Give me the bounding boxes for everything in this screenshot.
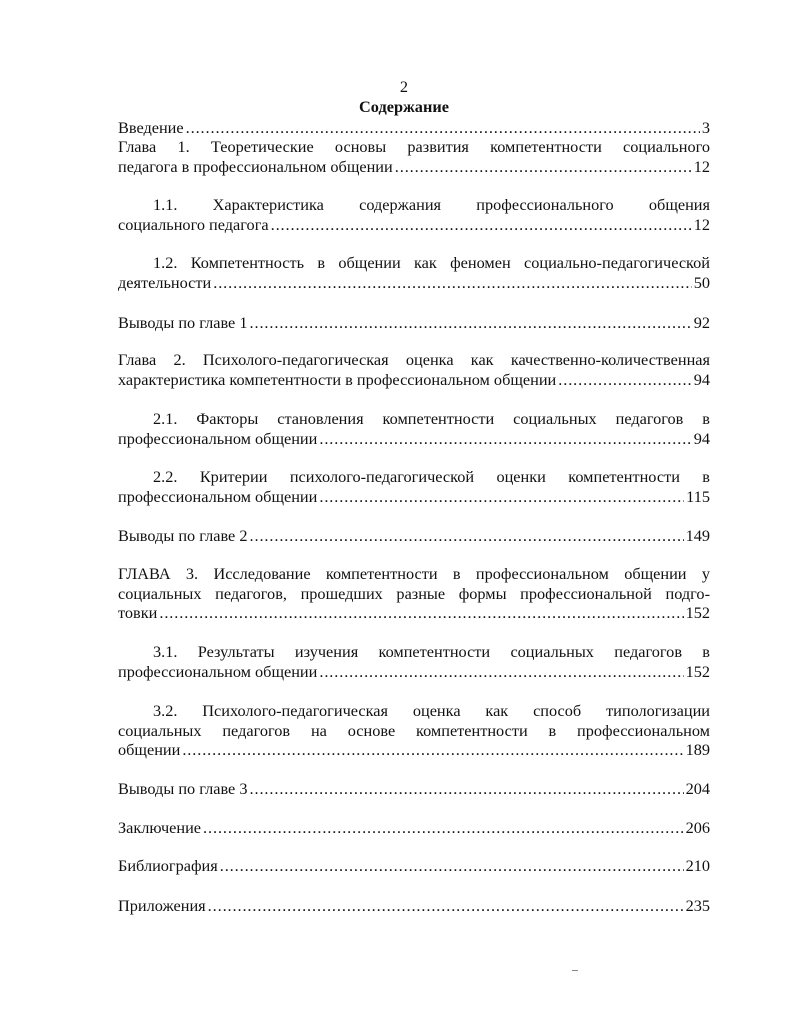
dot-leader	[556, 370, 691, 390]
toc-entry-line: Глава 2. Психолого-педагогическая оценка как качественно-количественная	[118, 350, 710, 369]
dot-leader	[317, 662, 683, 682]
toc-page-number: 3	[701, 118, 710, 137]
toc-entry-text: деятельности	[118, 272, 212, 292]
toc-entry-text: Заключение	[118, 818, 202, 837]
toc-entry[interactable]	[118, 526, 710, 546]
toc-entry-text: общении	[118, 740, 181, 760]
toc-entry[interactable]	[118, 818, 710, 838]
toc-entry-text: товки	[118, 603, 158, 623]
toc-entry-line: 1.2. Компетентность в общении как феномен социально-педагогической	[153, 253, 710, 272]
toc-entry[interactable]	[118, 195, 710, 234]
dot-leader	[248, 526, 684, 546]
toc-entry-last-line	[118, 157, 710, 177]
toc-entry-last-line	[118, 273, 710, 293]
toc-page-number: 210	[685, 856, 710, 875]
dot-leader	[393, 157, 692, 177]
toc-page-number: 12	[693, 214, 710, 234]
dot-leader	[157, 603, 683, 623]
toc-entry-line: 1.1. Характеристика содержания профессионального общения	[153, 195, 710, 214]
toc-entry-last-line	[118, 662, 710, 682]
toc-entry[interactable]	[118, 896, 710, 916]
toc-page-number: 204	[685, 779, 710, 798]
toc-entry[interactable]	[118, 856, 710, 876]
toc-entry-text: социального педагога	[118, 214, 269, 234]
dot-leader	[201, 818, 684, 838]
toc-entry-text: педагога в профессиональном общении	[118, 156, 393, 176]
toc-entry-last-line	[118, 370, 710, 390]
toc-entry-text: Приложения	[118, 896, 206, 915]
toc-entry-last-line	[118, 215, 710, 235]
dot-leader	[317, 429, 691, 449]
toc-entry-last-line	[118, 118, 710, 138]
toc-entry[interactable]	[118, 313, 710, 333]
toc-page-number: 94	[693, 369, 710, 389]
toc-entry[interactable]	[118, 701, 710, 760]
toc-entry-last-line	[118, 779, 710, 799]
toc-entry-text: профессиональном общении	[118, 486, 318, 506]
dot-leader	[248, 779, 684, 799]
toc-entry[interactable]	[118, 137, 710, 176]
dot-leader	[184, 118, 700, 138]
toc-page-number: 115	[686, 486, 710, 506]
toc-entry-last-line	[118, 429, 710, 449]
toc-entry-last-line	[118, 740, 710, 760]
dot-leader	[248, 313, 692, 333]
toc-entry-last-line	[118, 526, 710, 546]
toc-page-number: 50	[693, 272, 710, 292]
page-number: 2	[399, 77, 409, 96]
toc-entry[interactable]	[118, 253, 710, 292]
toc-entry-line: 3.2. Психолого-педагогическая оценка как способ типологизации	[153, 701, 710, 720]
toc-page-number: 92	[693, 313, 710, 332]
toc-entry-text: Библиография	[118, 856, 218, 875]
toc-entry[interactable]	[118, 467, 710, 506]
toc-entry-last-line	[118, 487, 710, 507]
toc-entry-last-line	[118, 313, 710, 333]
toc-page-number: 189	[685, 740, 710, 760]
dot-leader	[206, 896, 684, 916]
toc-page-number: 152	[685, 661, 710, 681]
toc-entry-text: Выводы по главе 3	[118, 779, 248, 798]
page-title: Содержание	[359, 97, 449, 116]
toc-entry-line: социальных педагогов на основе компетентности в профессиональном	[118, 720, 710, 740]
toc-entry-line: социальных педагогов, прошедших разные формы профессиональной подго-	[118, 583, 710, 603]
toc-entry-text: профессиональном общении	[118, 428, 318, 448]
toc-page-number: 152	[685, 603, 710, 623]
toc-entry-text: профессиональном общении	[118, 661, 318, 681]
dot-leader	[269, 215, 692, 235]
toc-entry-line: 2.2. Критерии психолого-педагогической оценки компетентности в	[153, 467, 710, 486]
toc-page-number: 235	[685, 896, 710, 915]
toc-entry-line: 2.1. Факторы становления компетентности социальных педагогов в	[153, 409, 710, 428]
dot-leader	[180, 740, 683, 760]
toc-entry-text: характеристика компетентности в профессиональном общении	[118, 369, 557, 389]
toc-entry-line: ГЛАВА 3. Исследование компетентности в профессиональном общении у	[118, 564, 710, 583]
toc-entry[interactable]	[118, 350, 710, 389]
toc-page-number: 94	[693, 428, 710, 448]
toc-entry-last-line	[118, 896, 710, 916]
toc-entry-line: Глава 1. Теоретические основы развития компетентности социального	[118, 137, 710, 156]
toc-entry-text: Введение	[118, 118, 184, 137]
toc-entry-last-line	[118, 603, 710, 623]
scan-speck	[572, 970, 578, 971]
toc-entry[interactable]	[118, 118, 710, 138]
toc-entry-last-line	[118, 818, 710, 838]
toc-entry-last-line	[118, 856, 710, 876]
toc-page-number: 12	[693, 156, 710, 176]
toc-entry-text: Выводы по главе 2	[118, 526, 248, 545]
dot-leader	[211, 273, 692, 293]
toc-entry[interactable]	[118, 564, 710, 623]
dot-leader	[218, 856, 684, 876]
toc-page-number: 206	[685, 818, 710, 837]
toc-entry[interactable]	[118, 409, 710, 448]
toc-entry[interactable]	[118, 779, 710, 799]
toc-entry-text: Выводы по главе 1	[118, 313, 248, 332]
toc-page-number: 149	[685, 526, 710, 545]
toc-entry[interactable]	[118, 642, 710, 681]
toc-entry-line: 3.1. Результаты изучения компетентности социальных педагогов в	[153, 642, 710, 661]
dot-leader	[317, 487, 684, 507]
